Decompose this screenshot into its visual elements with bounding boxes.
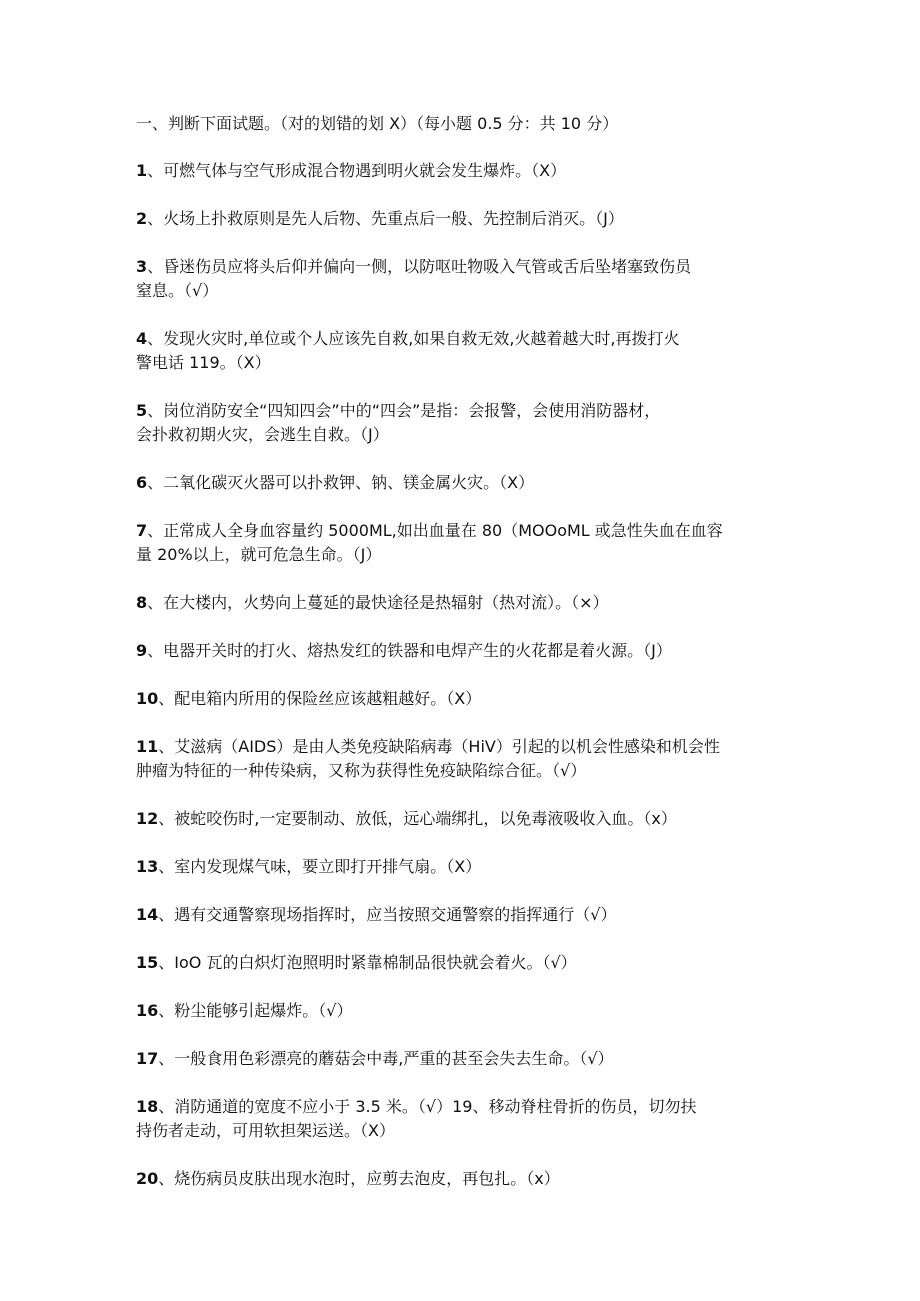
- question-line: [136, 903, 786, 927]
- question-number: 13: [136, 857, 159, 876]
- question-line: [136, 1167, 786, 1191]
- question-number: 20: [136, 1169, 159, 1188]
- question-line: [136, 1119, 786, 1143]
- question-line: [136, 1047, 786, 1071]
- question-text: 肿瘤为特征的一种传染病，又称为获得性免疫缺陷综合征。（√）: [136, 761, 587, 780]
- question-line: [136, 207, 786, 231]
- question-number: 16: [136, 1001, 159, 1020]
- question-item: [136, 591, 786, 615]
- question-item: [136, 1095, 786, 1143]
- question-number: 5: [136, 401, 148, 420]
- question-text: 警电话 119。（X）: [136, 353, 271, 372]
- question-text: 、二氧化碳灭火器可以扑救钾、钠、镁金属火灾。（X）: [147, 473, 535, 492]
- question-text: 、可燃气体与空气形成混合物遇到明火就会发生爆炸。（X）: [147, 161, 567, 180]
- question-item: [136, 255, 786, 303]
- question-number: 6: [136, 473, 148, 492]
- question-number: 3: [136, 257, 148, 276]
- question-line: [136, 279, 786, 303]
- question-item: [136, 159, 786, 183]
- question-line: [136, 735, 786, 759]
- question-line: [136, 399, 786, 423]
- question-text: 持伤者走动，可用软担架运送。（X）: [136, 1121, 395, 1140]
- question-number: 14: [136, 905, 159, 924]
- question-text: 、烧伤病员皮肤出现水泡时，应剪去泡皮，再包扎。（x）: [158, 1169, 560, 1188]
- question-item: [136, 399, 786, 447]
- question-text: 、昏迷伤员应将头后仰并偏向一侧，以防呕吐物吸入气管或舌后坠堵塞致伤员: [147, 257, 692, 276]
- question-number: 10: [136, 689, 159, 708]
- question-item: [136, 1047, 786, 1071]
- question-text: 、配电箱内所用的保险丝应该越粗越好。（X）: [158, 689, 482, 708]
- question-item: [136, 519, 786, 567]
- question-item: [136, 807, 786, 831]
- question-text: 窒息。（√）: [136, 281, 219, 300]
- question-item: [136, 327, 786, 375]
- question-text: 、岗位消防安全“四知四会”中的“四会”是指：会报警，会使用消防器材，: [147, 401, 661, 420]
- question-line: [136, 639, 786, 663]
- question-line: [136, 255, 786, 279]
- question-line: [136, 759, 786, 783]
- question-item: [136, 1167, 786, 1191]
- question-line: [136, 159, 786, 183]
- question-text: 、一般食用色彩漂亮的蘑菇会中毒,严重的甚至会失去生命。（√）: [158, 1049, 614, 1068]
- question-text: 、电器开关时的打火、熔热发红的铁器和电焊产生的火花都是着火源。（J）: [147, 641, 672, 660]
- question-line: [136, 1095, 786, 1119]
- question-line: [136, 591, 786, 615]
- question-number: 7: [136, 521, 148, 540]
- question-number: 1: [136, 161, 148, 180]
- question-text: 、正常成人全身血容量约 5000ML,如出血量在 80（MOOoML 或急性失血在血容: [147, 521, 723, 540]
- question-item: [136, 471, 786, 495]
- question-item: [136, 687, 786, 711]
- question-number: 11: [136, 737, 159, 756]
- question-text: 、被蛇咬伤时,一定要制动、放低，远心端绑扎，以免毒液吸收入血。（x）: [158, 809, 677, 828]
- question-item: [136, 207, 786, 231]
- question-number: 9: [136, 641, 148, 660]
- question-item: [136, 903, 786, 927]
- question-number: 15: [136, 953, 159, 972]
- question-line: [136, 807, 786, 831]
- question-line: [136, 351, 786, 375]
- question-line: [136, 423, 786, 447]
- question-number: 17: [136, 1049, 159, 1068]
- question-line: [136, 543, 786, 567]
- question-item: [136, 999, 786, 1023]
- question-item: [136, 855, 786, 879]
- question-item: [136, 735, 786, 783]
- question-text: 、发现火灾时,单位或个人应该先自救,如果自救无效,火越着越大时,再拨打火: [147, 329, 680, 348]
- question-item: [136, 951, 786, 975]
- quiz-content: [136, 112, 786, 1215]
- question-text: 、粉尘能够引起爆炸。（√）: [158, 1001, 353, 1020]
- question-list: [136, 159, 786, 1191]
- question-text: 、在大楼内，火势向上蔓延的最快途径是热辐射（热对流）。（×）: [147, 593, 609, 612]
- question-text: 会扑救初期火灾，会逃生自救。（J）: [136, 425, 389, 444]
- question-text: 、遇有交通警察现场指挥时，应当按照交通警察的指挥通行（√）: [158, 905, 617, 924]
- question-item: [136, 639, 786, 663]
- question-number: 8: [136, 593, 148, 612]
- question-text: 、艾滋病（AIDS）是由人类免疫缺陷病毒（HiV）引起的以机会性感染和机会性: [158, 737, 720, 756]
- question-text: 量 20%以上，就可危急生命。（J）: [136, 545, 382, 564]
- question-text: 、IoO 瓦的白炽灯泡照明时紧靠棉制品很快就会着火。（√）: [158, 953, 577, 972]
- question-line: [136, 687, 786, 711]
- question-text: 、消防通道的宽度不应小于 3.5 米。（√）19、移动脊柱骨折的伤员，切勿扶: [158, 1097, 697, 1116]
- question-line: [136, 855, 786, 879]
- question-line: [136, 519, 786, 543]
- question-number: 4: [136, 329, 148, 348]
- question-line: [136, 951, 786, 975]
- question-number: 2: [136, 209, 148, 228]
- question-line: [136, 327, 786, 351]
- question-text: 、火场上扑救原则是先人后物、先重点后一般、先控制后消灭。（J）: [147, 209, 624, 228]
- section-header: 一、判断下面试题。（对的划错的划 X）（每小题 0.5 分：共 10 分）: [136, 114, 619, 133]
- question-number: 12: [136, 809, 159, 828]
- question-number: 18: [136, 1097, 159, 1116]
- question-line: [136, 471, 786, 495]
- question-text: 、室内发现煤气味，要立即打开排气扇。（X）: [158, 857, 482, 876]
- question-line: [136, 999, 786, 1023]
